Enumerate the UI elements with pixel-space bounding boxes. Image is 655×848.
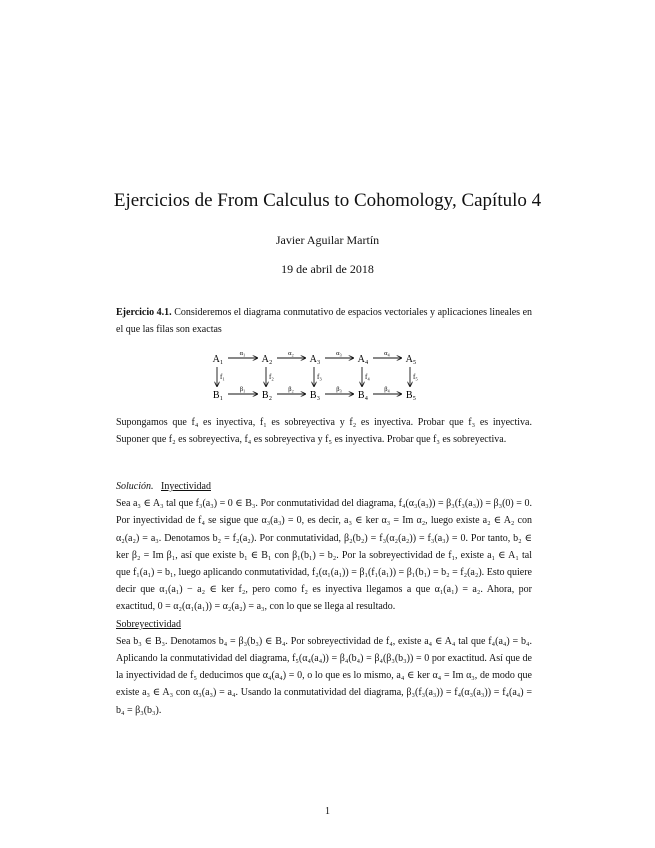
exercise-label: Ejercicio 4.1. [116,307,172,318]
page-number: 1 [325,806,330,817]
map-label-bottom-2: β₂ [288,386,294,393]
node-top-5: A₅ [405,354,417,365]
node-bottom-5: B₅ [405,390,417,401]
author-name: Javier Aguilar Martín [275,233,380,247]
injectivity-proof: Sea a₃ ∈ A₃ tal que f₃(a₃) = 0 ∈ B₃. Por conmutatividad del diagrama, f₄(α₃(a₃)) = β₃(f₃(a₃)) = β₃(0) = 0. Por inyectividad de f₄ se sigue que α₃(a₃) = 0, es decir, a₃ ∈ ker α₃ = Im α₂, luego existe a₂ ∈ A₂ con α₂(a₂) = a₃. Denotamos b₂ = f₂(a₂). Por conmutatividad, β₂(b₂) = f₃(α₂(a₂)) = f₃(a₃) = 0. Por tanto, b₂ ∈ ker β₂ = Im β₁, así que existe b₁ ∈ B₁ con β₁(b₁) = b₂. Por la sobreyectividad de f₁, existe a₁ ∈ A₁ tal que f₁(a₁) = b₁, luego aplicando conmutatividad, f₂(α₁(a₁)) = β₁(f₁(a₁)) = β₁(b₁) = b₂ = f₂(a₂). Esto quiere decir que α₁(a₁) − a₂ ∈ ker f₂, pero como f₂ es inyectiva llegamos a que α₁(a₁) = a₂. Ahora, por exactitud, 0 = α₂(α₁(a₁)) = α₂(a₂) = a₃, con lo que se llega al resultado. [116,498,532,613]
node-bottom-4: B₄ [357,390,369,401]
node-top-3: A₃ [309,354,321,365]
map-label-vertical-5: f₅ [413,373,418,381]
exercise-paragraph [116,304,532,338]
map-label-top-1: α₁ [239,350,246,357]
map-label-top-3: α₃ [336,350,342,357]
map-label-vertical-1: f₁ [220,373,225,381]
solution-section [116,478,532,719]
paper-date: 19 de abril de 2018 [281,262,374,276]
map-label-bottom-3: β₃ [336,386,342,393]
map-label-bottom-4: β₄ [384,386,390,393]
map-label-bottom-1: β₁ [239,386,246,393]
surjectivity-proof: Sea b₃ ∈ B₃. Denotamos b₄ = β₃(b₃) ∈ B₄. Por sobreyectividad de f₄, existe a₄ ∈ A₄ tal que f₄(a₄) = b₄. Aplicando la conmutatividad del diagrama, f₅(α₄(a₄)) = β₄(b₄) = β₄(β₃(b₃)) = 0 por exactitud. Así que de la inyectividad de f₅ deducimos que α₄(a₄) = 0, o lo que es lo mismo, a₄ ∈ ker α₄ = Im α₃, de modo que existe a₃ ∈ A₃ con α₃(a₃) = a₄. Usando la conmutatividad del diagrama, β₃(f₃(a₃)) = f₄(α₃(a₃)) = f₄(a₄) = b₄ = β₃(b₃). [116,635,532,716]
node-top-2: A₂ [261,354,273,365]
problem-statement: Supongamos que f₄ es inyectiva, f₁ es sobreyectiva y f₂ es inyectiva. Probar que f₃ es inyectiva. Suponer que f₂ es sobreyectiva, f₄ es sobreyectiva y f₅ es inyectiva. Probar que f₃ es sobreyectiva. [116,417,532,446]
solution-header [116,478,532,495]
paper-title: Ejercicios de From Calculus to Cohomology, Capítulo 4 [113,190,542,211]
map-label-vertical-4: f₄ [365,373,370,381]
map-label-vertical-2: f₂ [269,373,274,381]
surjectivity-heading: Sobreyectividad [116,618,181,630]
node-bottom-1: B₁ [212,390,224,401]
node-top-1: A₁ [212,354,224,365]
node-bottom-2: B₂ [261,390,273,401]
map-label-top-2: α₂ [288,350,294,357]
map-label-top-4: α₄ [384,350,390,357]
node-top-4: A₄ [357,354,369,365]
commutative-diagram [210,350,442,404]
exercise-text: Consideremos el diagrama conmutativo de espacios vectoriales y aplicaciones lineales en el que las filas son exactas [116,307,533,336]
node-bottom-3: B₃ [309,390,321,401]
map-label-vertical-3: f₃ [317,373,322,381]
solution-label: Solución. [116,481,154,492]
injectivity-heading: Inyectividad [161,481,211,492]
